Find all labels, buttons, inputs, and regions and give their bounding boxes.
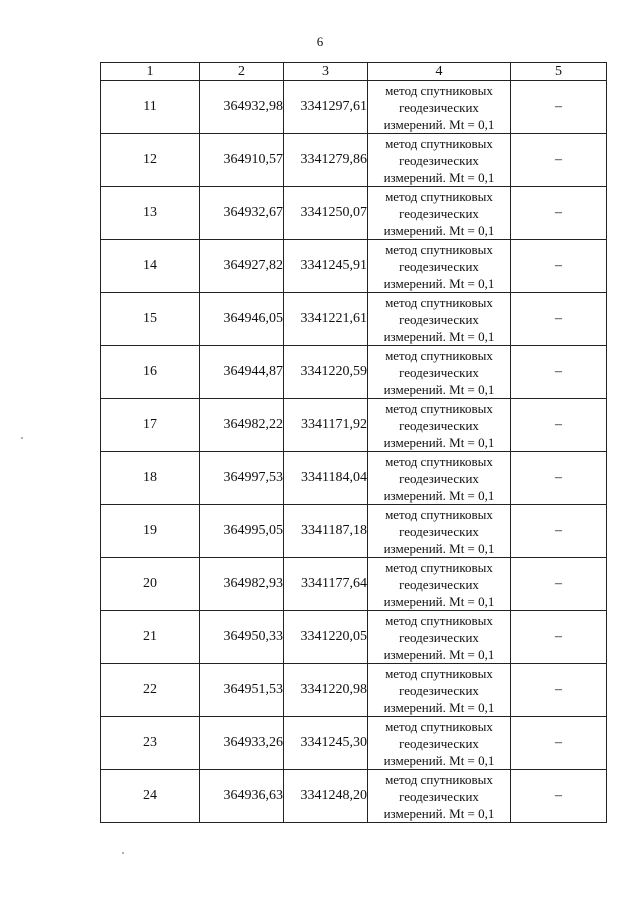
scan-speck bbox=[122, 852, 124, 854]
coordinate-x: 364932,67 bbox=[200, 187, 284, 240]
point-number: 15 bbox=[101, 293, 200, 346]
coordinate-y: 3341250,07 bbox=[284, 187, 368, 240]
method-line: измерений. Mt = 0,1 bbox=[383, 116, 495, 132]
method-description bbox=[368, 293, 511, 346]
table-row bbox=[101, 187, 607, 240]
table-row bbox=[101, 770, 607, 823]
method-description bbox=[368, 346, 511, 399]
method-line: метод спутниковых bbox=[385, 718, 493, 734]
point-number: 16 bbox=[101, 346, 200, 399]
method-description bbox=[368, 611, 511, 664]
point-number: 21 bbox=[101, 611, 200, 664]
coordinate-x: 364950,33 bbox=[200, 611, 284, 664]
point-number: 13 bbox=[101, 187, 200, 240]
note-dash: – bbox=[511, 664, 607, 717]
coordinate-x: 364933,26 bbox=[200, 717, 284, 770]
method-line: измерений. Mt = 0,1 bbox=[383, 381, 495, 397]
table-row bbox=[101, 505, 607, 558]
point-number: 11 bbox=[101, 81, 200, 134]
note-dash: – bbox=[511, 399, 607, 452]
method-line: измерений. Mt = 0,1 bbox=[383, 169, 495, 185]
coordinate-x: 364936,63 bbox=[200, 770, 284, 823]
method-line: геодезических bbox=[399, 682, 479, 698]
method-line: измерений. Mt = 0,1 bbox=[383, 699, 495, 715]
note-dash: – bbox=[511, 187, 607, 240]
method-description bbox=[368, 187, 511, 240]
coordinate-y: 3341297,61 bbox=[284, 81, 368, 134]
method-description bbox=[368, 717, 511, 770]
coordinate-y: 3341245,30 bbox=[284, 717, 368, 770]
table-row bbox=[101, 240, 607, 293]
method-line: метод спутниковых bbox=[385, 135, 493, 151]
table-body bbox=[101, 81, 607, 823]
note-dash: – bbox=[511, 346, 607, 399]
scan-speck bbox=[21, 437, 23, 439]
table-row bbox=[101, 346, 607, 399]
coordinate-x: 364932,98 bbox=[200, 81, 284, 134]
header-col-2: 2 bbox=[200, 63, 284, 81]
table-row bbox=[101, 134, 607, 187]
point-number: 22 bbox=[101, 664, 200, 717]
method-description bbox=[368, 664, 511, 717]
method-line: геодезических bbox=[399, 364, 479, 380]
coordinate-x: 364982,93 bbox=[200, 558, 284, 611]
table-row bbox=[101, 611, 607, 664]
note-dash: – bbox=[511, 770, 607, 823]
coordinate-x: 364997,53 bbox=[200, 452, 284, 505]
method-description bbox=[368, 452, 511, 505]
coordinate-x: 364910,57 bbox=[200, 134, 284, 187]
header-col-3: 3 bbox=[284, 63, 368, 81]
method-line: измерений. Mt = 0,1 bbox=[383, 752, 495, 768]
coordinate-y: 3341279,86 bbox=[284, 134, 368, 187]
method-line: геодезических bbox=[399, 470, 479, 486]
table-row bbox=[101, 664, 607, 717]
method-line: геодезических bbox=[399, 523, 479, 539]
coordinate-x: 364951,53 bbox=[200, 664, 284, 717]
point-number: 14 bbox=[101, 240, 200, 293]
method-line: метод спутниковых bbox=[385, 188, 493, 204]
header-col-4: 4 bbox=[368, 63, 511, 81]
coordinate-y: 3341220,05 bbox=[284, 611, 368, 664]
note-dash: – bbox=[511, 134, 607, 187]
coordinate-y: 3341220,98 bbox=[284, 664, 368, 717]
method-line: измерений. Mt = 0,1 bbox=[383, 275, 495, 291]
method-line: геодезических bbox=[399, 576, 479, 592]
note-dash: – bbox=[511, 452, 607, 505]
point-number: 24 bbox=[101, 770, 200, 823]
note-dash: – bbox=[511, 611, 607, 664]
method-line: метод спутниковых bbox=[385, 400, 493, 416]
note-dash: – bbox=[511, 240, 607, 293]
table-row bbox=[101, 399, 607, 452]
note-dash: – bbox=[511, 558, 607, 611]
point-number: 20 bbox=[101, 558, 200, 611]
method-line: метод спутниковых bbox=[385, 506, 493, 522]
method-line: геодезических bbox=[399, 311, 479, 327]
method-line: геодезических bbox=[399, 735, 479, 751]
point-number: 23 bbox=[101, 717, 200, 770]
method-description bbox=[368, 240, 511, 293]
method-line: измерений. Mt = 0,1 bbox=[383, 222, 495, 238]
method-line: геодезических bbox=[399, 629, 479, 645]
method-description bbox=[368, 399, 511, 452]
method-line: измерений. Mt = 0,1 bbox=[383, 593, 495, 609]
header-row bbox=[101, 63, 607, 81]
method-line: измерений. Mt = 0,1 bbox=[383, 805, 495, 821]
coordinate-x: 364946,05 bbox=[200, 293, 284, 346]
coordinate-y: 3341184,04 bbox=[284, 452, 368, 505]
method-line: геодезических bbox=[399, 205, 479, 221]
method-line: измерений. Mt = 0,1 bbox=[383, 540, 495, 556]
table-row bbox=[101, 293, 607, 346]
table-row bbox=[101, 717, 607, 770]
coordinate-x: 364995,05 bbox=[200, 505, 284, 558]
coordinate-y: 3341171,92 bbox=[284, 399, 368, 452]
coordinate-x: 364927,82 bbox=[200, 240, 284, 293]
coordinate-y: 3341220,59 bbox=[284, 346, 368, 399]
method-line: измерений. Mt = 0,1 bbox=[383, 328, 495, 344]
method-line: метод спутниковых bbox=[385, 612, 493, 628]
point-number: 19 bbox=[101, 505, 200, 558]
method-line: метод спутниковых bbox=[385, 347, 493, 363]
method-description bbox=[368, 505, 511, 558]
coordinate-y: 3341177,64 bbox=[284, 558, 368, 611]
table-header bbox=[101, 63, 607, 81]
coordinate-y: 3341221,61 bbox=[284, 293, 368, 346]
method-line: метод спутниковых bbox=[385, 559, 493, 575]
coordinates-table bbox=[100, 62, 607, 823]
method-line: метод спутниковых bbox=[385, 665, 493, 681]
coordinate-y: 3341248,20 bbox=[284, 770, 368, 823]
method-line: метод спутниковых bbox=[385, 294, 493, 310]
header-col-1: 1 bbox=[101, 63, 200, 81]
note-dash: – bbox=[511, 293, 607, 346]
method-description bbox=[368, 81, 511, 134]
point-number: 17 bbox=[101, 399, 200, 452]
method-line: метод спутниковых bbox=[385, 453, 493, 469]
page-number: 6 bbox=[316, 34, 324, 49]
method-line: измерений. Mt = 0,1 bbox=[383, 487, 495, 503]
coordinate-x: 364982,22 bbox=[200, 399, 284, 452]
note-dash: – bbox=[511, 505, 607, 558]
method-line: метод спутниковых bbox=[385, 241, 493, 257]
note-dash: – bbox=[511, 717, 607, 770]
table-row bbox=[101, 81, 607, 134]
coordinate-y: 3341187,18 bbox=[284, 505, 368, 558]
point-number: 12 bbox=[101, 134, 200, 187]
method-line: геодезических bbox=[399, 417, 479, 433]
method-line: метод спутниковых bbox=[385, 82, 493, 98]
method-line: метод спутниковых bbox=[385, 771, 493, 787]
method-description bbox=[368, 134, 511, 187]
method-line: геодезических bbox=[399, 258, 479, 274]
method-line: измерений. Mt = 0,1 bbox=[383, 646, 495, 662]
method-line: измерений. Mt = 0,1 bbox=[383, 434, 495, 450]
point-number: 18 bbox=[101, 452, 200, 505]
method-line: геодезических bbox=[399, 788, 479, 804]
note-dash: – bbox=[511, 81, 607, 134]
method-description bbox=[368, 770, 511, 823]
method-description bbox=[368, 558, 511, 611]
table-row bbox=[101, 452, 607, 505]
method-line: геодезических bbox=[399, 152, 479, 168]
table-row bbox=[101, 558, 607, 611]
header-col-5: 5 bbox=[511, 63, 607, 81]
coordinate-x: 364944,87 bbox=[200, 346, 284, 399]
coordinate-y: 3341245,91 bbox=[284, 240, 368, 293]
method-line: геодезических bbox=[399, 99, 479, 115]
